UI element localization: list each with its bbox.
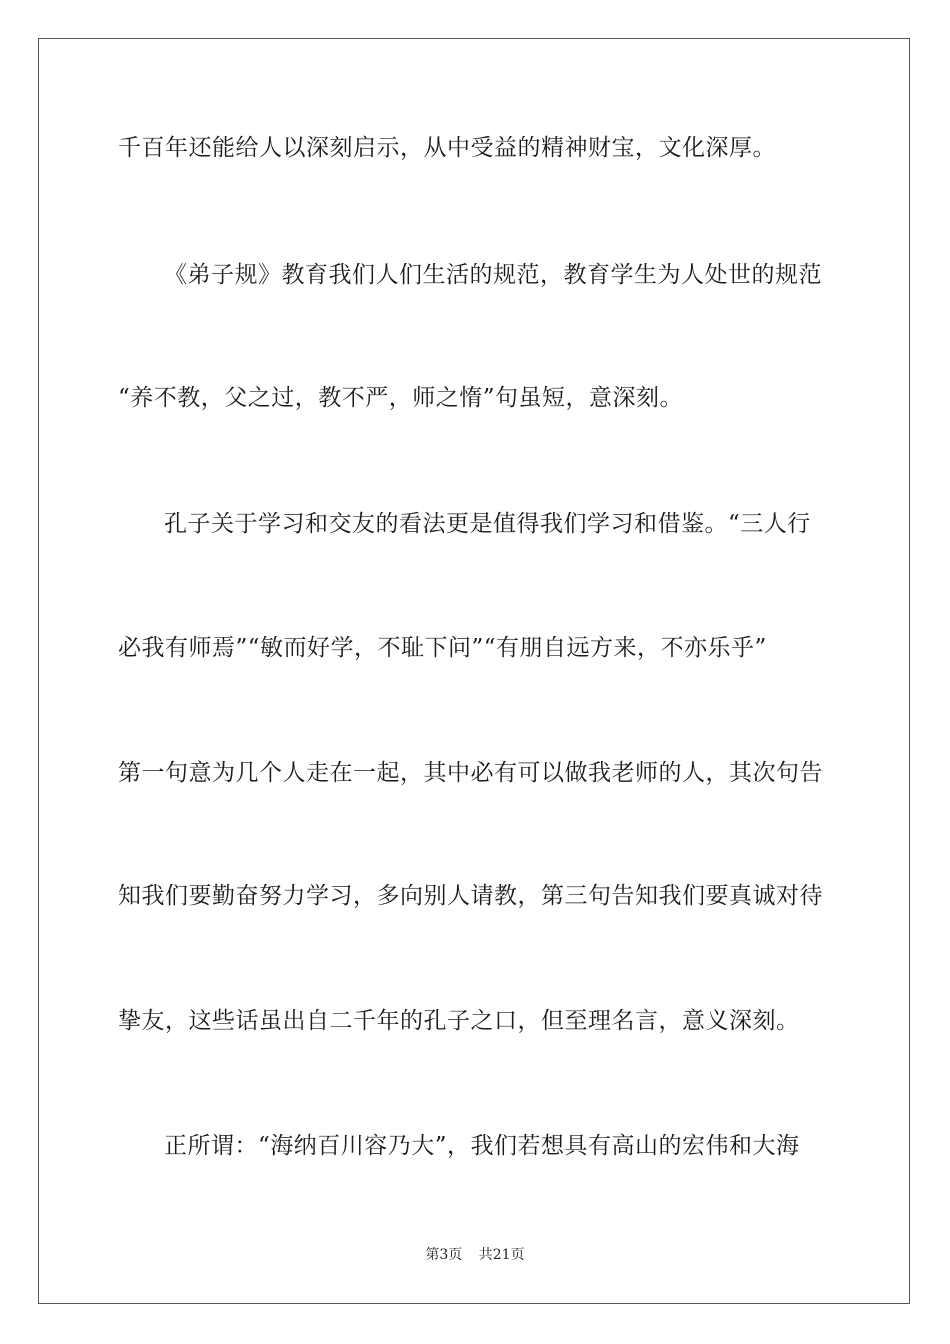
total-pages: 共21页 xyxy=(478,1247,525,1263)
text-line-1: 千百年还能给人以深刻启示，从中受益的精神财宝，文化深厚。 xyxy=(118,135,776,161)
page-footer xyxy=(0,1246,950,1264)
text-line-6: 第一句意为几个人走在一起，其中必有可以做我老师的人，其次句告 xyxy=(118,760,823,786)
text-line-8: 挚友，这些话虽出自二千年的孔子之口，但至理名言，意义深刻。 xyxy=(118,1008,800,1034)
text-line-5: 必我有师焉”“敏而好学，不耻下问”“有朋自远方来，不亦乐乎” xyxy=(118,635,767,661)
text-line-7: 知我们要勤奋努力学习，多向别人请教，第三句告知我们要真诚对待 xyxy=(118,883,823,909)
text-line-3: “养不教，父之过，教不严，师之惰”句虽短，意深刻。 xyxy=(118,385,684,411)
current-page-number: 第3页 xyxy=(425,1247,463,1263)
paragraph-confucius-start: 孔子关于学习和交友的看法更是值得我们学习和借鉴。“三人行 xyxy=(164,511,811,537)
page-border xyxy=(38,38,910,1304)
paragraph-dizigui-start: 《弟子规》教育我们人们生活的规范，教育学生为人处世的规范 xyxy=(164,262,822,288)
paragraph-haina-start: 正所谓：“海纳百川容乃大”，我们若想具有高山的宏伟和大海 xyxy=(164,1133,800,1159)
